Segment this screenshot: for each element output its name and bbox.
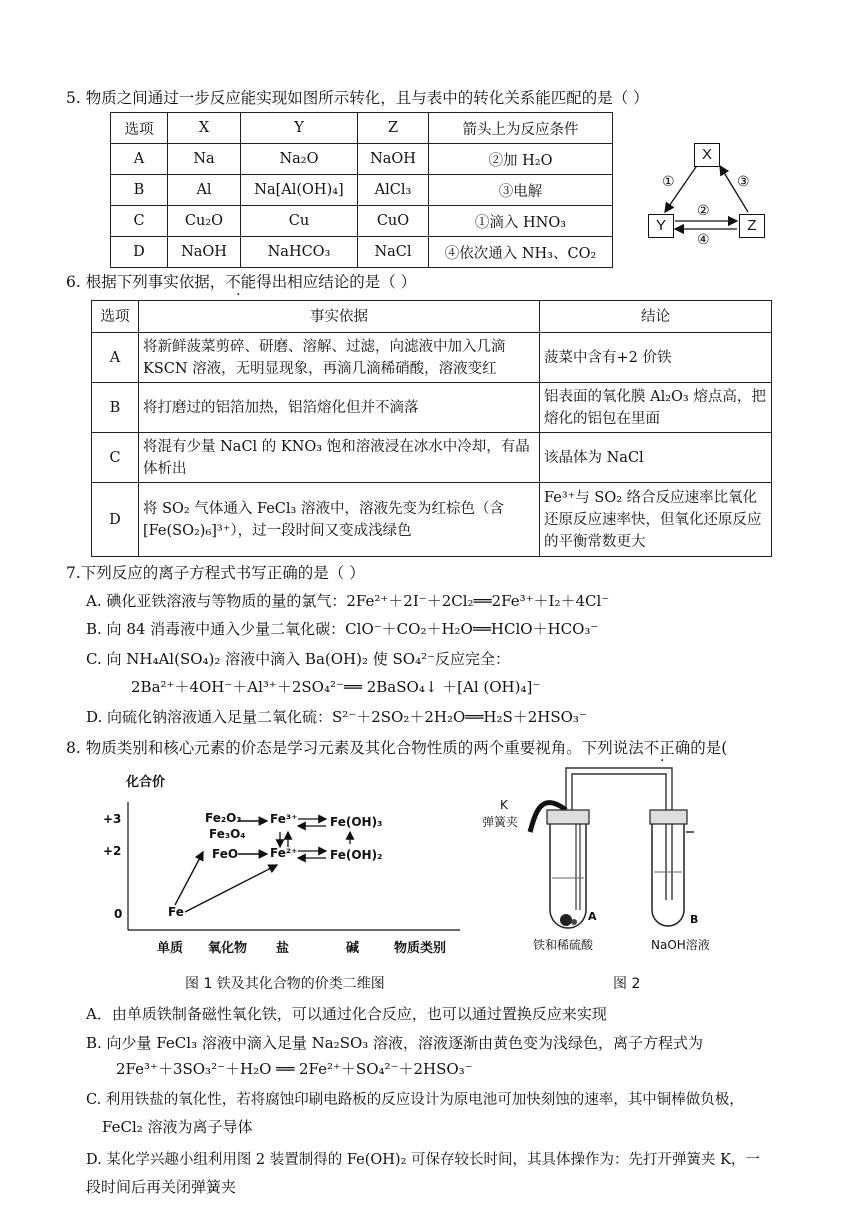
table-cell: Na[Al(OH)₄] (241, 175, 358, 206)
table-row (111, 206, 613, 237)
table-cell: Al (168, 175, 241, 206)
fig1-xtick: 单质 (157, 941, 184, 956)
label-2: ② (697, 203, 710, 219)
table-cell: NaOH (168, 237, 241, 268)
table-cell: CuO (358, 206, 429, 237)
table-cell: B (92, 383, 139, 433)
fig1-caption: 图 1 铁及其化合物的价类二维图 (185, 976, 385, 992)
table-row (111, 113, 613, 144)
fig1-xtick: 碱 (346, 941, 360, 956)
fig1-ylabel: 化合价 (126, 775, 166, 790)
label-left-tube: 铁和稀硫酸 (533, 938, 594, 952)
table-row (92, 333, 772, 383)
table-cell: A (92, 333, 139, 383)
label-b: B (690, 913, 699, 926)
q7-option-a: A. 碘化亚铁溶液与等物质的量的氯气：2Fe²⁺＋2I⁻＋2Cl₂══2Fe³⁺＋I₂＋4Cl⁻ (86, 592, 610, 610)
table-cell: ①滴入 HNO₃ (429, 206, 613, 237)
q8-option-c: C. 利用铁盐的氧化性，若将腐蚀印刷电路板的反应设计为原电池可加快刻蚀的速率，其中铜棒做负极， (86, 1092, 744, 1108)
species-feoh3: Fe(OH)₃ (330, 815, 383, 829)
q5-header-option: 选项 (111, 113, 168, 144)
q6-stem-pre: 6. 根据下列事实依据， (66, 273, 226, 291)
fig2-apparatus (500, 760, 700, 940)
label-1: ① (662, 174, 675, 190)
q5-table (110, 112, 613, 268)
fig1-ytick: +2 (103, 844, 122, 858)
table-cell: 铝表面的氧化膜 Al₂O₃ 熔点高，把熔化的铝包在里面 (540, 383, 772, 433)
species-fe3plus: Fe³⁺ (270, 812, 298, 826)
q7-option-d: D. 向硫化钠溶液通入足量二氧化硫：S²⁻＋2SO₂＋2H₂O══H₂S＋2HSO₃⁻ (86, 708, 587, 726)
q5-header-z: Z (358, 113, 429, 144)
table-cell: A (111, 144, 168, 175)
table-cell: D (111, 237, 168, 268)
table-row (111, 144, 613, 175)
q8-stem-post: 的是( (690, 739, 728, 757)
q6-header-conclusion: 结论 (540, 301, 772, 333)
species-feoh2: Fe(OH)₂ (330, 848, 383, 862)
table-cell: C (92, 433, 139, 483)
label-4: ④ (697, 232, 710, 248)
table-cell: 将打磨过的铝箔加热，铝箔熔化但并不滴落 (139, 383, 540, 433)
fig2-caption: 图 2 (613, 976, 641, 992)
q6-table (91, 300, 772, 557)
table-cell: ②加 H₂O (429, 144, 613, 175)
species-fe2plus: Fe²⁺ (270, 846, 298, 860)
q8-option-c-cont: FeCl₂ 溶液为离子导体 (102, 1118, 253, 1136)
q6-stem-emphasis: 不能 (225, 273, 257, 291)
label-3: ③ (737, 174, 750, 190)
table-cell: Cu (241, 206, 358, 237)
table-cell: ④依次通入 NH₃、CO₂ (429, 237, 613, 268)
q8-stem (66, 736, 727, 758)
table-cell: Fe³⁺与 SO₂ 络合反应速率比氧化还原反应速率快，但氧化还原反应的平衡常数更大 (540, 483, 772, 557)
table-cell: NaCl (358, 237, 429, 268)
fig1-ytick: 0 (114, 907, 123, 921)
table-row (92, 301, 772, 333)
q6-header-fact: 事实依据 (139, 301, 540, 333)
table-cell: B (111, 175, 168, 206)
node-x: X (694, 143, 720, 167)
table-cell: 将混有少量 NaCl 的 KNO₃ 饱和溶液浸在冰水中冷却，有晶体析出 (139, 433, 540, 483)
fig1-xtick: 氧化物 (208, 941, 248, 956)
node-y: Y (648, 214, 674, 238)
table-cell: 将 SO₂ 气体通入 FeCl₃ 溶液中，溶液先变为红棕色（含[Fe(SO₂)₆]³⁺），过一段时间又变成浅绿色 (139, 483, 540, 557)
fig1-xtick: 盐 (276, 941, 290, 956)
species-feo: FeO (212, 847, 239, 861)
q6-stem (66, 270, 416, 292)
label-a: A (588, 910, 597, 923)
q8-option-b-equation: 2Fe³⁺＋3SO₃²⁻＋H₂O ══ 2Fe²⁺＋SO₄²⁻＋2HSO₃⁻ (116, 1060, 473, 1078)
table-row (111, 175, 613, 206)
q8-stem-pre: 8. 物质类别和核心元素的价态是学习元素及其化合物性质的两个重要视角。下列说法 (66, 739, 644, 757)
table-cell: Cu₂O (168, 206, 241, 237)
species-fe2o3: Fe₂O₃ (205, 811, 242, 825)
q7-option-b: B. 向 84 消毒液中通入少量二氧化碳：ClO⁻＋CO₂＋H₂O══HClO＋HCO₃⁻ (86, 620, 599, 638)
table-row (92, 483, 772, 557)
q5-header-x: X (168, 113, 241, 144)
label-k: K (500, 798, 508, 812)
node-z: Z (739, 214, 765, 238)
q8-option-d-cont: 段时间后再关闭弹簧夹 (86, 1178, 237, 1196)
species-fe3o4: Fe₃O₄ (209, 827, 246, 841)
fig1-ytick: +3 (103, 812, 122, 826)
table-cell: Na₂O (241, 144, 358, 175)
q8-stem-emphasis: 不正确 (643, 739, 691, 757)
q5-stem: 5. 物质之间通过一步反应能实现如图所示转化，且与表中的转化关系能匹配的是（ ） (66, 89, 649, 107)
table-cell: C (111, 206, 168, 237)
q6-header-option: 选项 (92, 301, 139, 333)
table-cell: D (92, 483, 139, 557)
label-right-tube: NaOH溶液 (651, 938, 710, 952)
table-cell: 该晶体为 NaCl (540, 433, 772, 483)
species-fe: Fe (168, 905, 184, 919)
table-row (92, 433, 772, 483)
table-cell: NaHCO₃ (241, 237, 358, 268)
q5-header-cond: 箭头上为反应条件 (429, 113, 613, 144)
table-cell: ③电解 (429, 175, 613, 206)
table-cell: AlCl₃ (358, 175, 429, 206)
q6-stem-post: 得出相应结论的是（ ） (256, 273, 417, 291)
q8-option-d: D. 某化学兴趣小组利用图 2 装置制得的 Fe(OH)₂ 可保存较长时间，其具体操作为：先打开弹簧夹 K，一 (86, 1152, 760, 1168)
fig1-xtick: 物质类别 (394, 941, 447, 956)
table-cell: 菠菜中含有+2 价铁 (540, 333, 772, 383)
table-row (92, 383, 772, 433)
q7-option-c: C. 向 NH₄Al(SO₄)₂ 溶液中滴入 Ba(OH)₂ 使 SO₄²⁻反应完全： (86, 650, 511, 668)
table-cell: Na (168, 144, 241, 175)
table-cell: NaOH (358, 144, 429, 175)
table-cell: 将新鲜菠菜剪碎、研磨、溶解、过滤，向滤液中加入几滴 KSCN 溶液，无明显现象，再滴几滴稀硝酸，溶液变红 (139, 333, 540, 383)
label-clip: 弹簧夹 (482, 815, 519, 829)
table-row (111, 237, 613, 268)
q8-option-a: A．由单质铁制备磁性氧化铁，可以通过化合反应，也可以通过置换反应来实现 (86, 1005, 607, 1023)
q7-stem: 7.下列反应的离子方程式书写正确的是（ ） (66, 564, 365, 582)
q8-option-b: B. 向少量 FeCl₃ 溶液中滴入足量 Na₂SO₃ 溶液，溶液逐渐由黄色变为浅绿色，离子方程式为 (86, 1034, 704, 1052)
q7-option-c-equation: 2Ba²⁺＋4OH⁻＋Al³⁺＋2SO₄²⁻══ 2BaSO₄↓ ＋[Al (OH)₄]⁻ (131, 678, 541, 696)
q5-header-y: Y (241, 113, 358, 144)
